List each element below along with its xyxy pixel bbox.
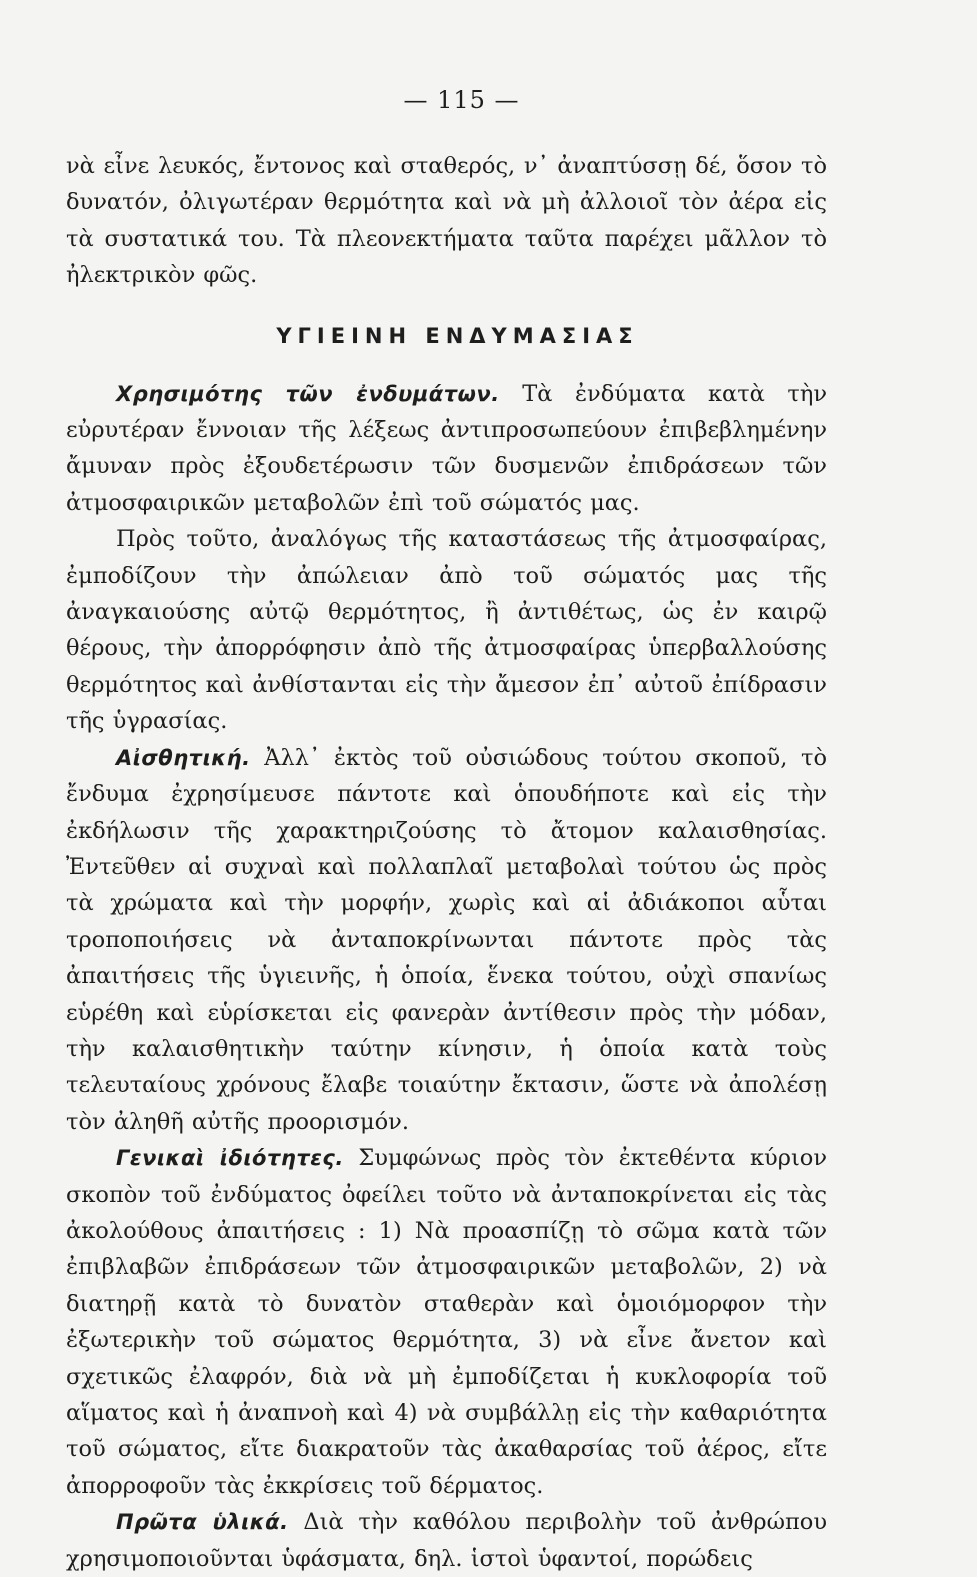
paragraph-usefulness <box>66 376 827 522</box>
paragraph-body: Πρὸς τοῦτο, ἀναλόγως τῆς καταστάσεως τῆς ἀτμοσφαίρας, ἐμποδίζουν τὴν ἀπώλειαν ἀπὸ τοῦ σώματός μας τῆς ἀναγκαιούσης αὐτῷ θερμότητος, ἢ ἀντιθέτως, ὡς ἐν καιρῷ θέρους, τὴν ἀπορρόφησιν ἀπὸ τῆς ἀτμοσφαίρας ὑπερβαλλούσης θερμότητος καὶ ἀνθίστανται εἰς τὴν ἄμεσον ἐπ᾽ αὐτοῦ ἐπίδρασιν τῆς ὑγρασίας. <box>66 526 827 735</box>
intro-paragraph: νὰ εἶνε λευκός, ἔντονος καὶ σταθερός, ν᾽ ἀναπτύσσῃ δέ, ὅσον τὸ δυνατόν, ὀλιγωτέραν θερμότητα καὶ νὰ μὴ ἀλλοιοῖ τὸν ἀέρα εἰς τὰ συστατικά του. Τὰ πλεονεκτήματα ταῦτα παρέχει μᾶλλον τὸ ἠλεκτρικὸν φῶς. <box>66 153 827 289</box>
paragraph-aesthetics <box>66 740 827 1140</box>
paragraph-raw-materials <box>66 1504 827 1577</box>
paragraph-body: Διὰ τὴν καθόλου περιβολὴν τοῦ ἀνθρώπου χρησιμοποιοῦνται ὑφάσματα, δηλ. ἱστοὶ ὑφαντοί, πορώδεις <box>66 1509 827 1572</box>
run-in-heading: Αἰσθητική. <box>116 745 251 770</box>
run-in-heading: Γενικαὶ ἰδιότητες. <box>116 1146 344 1171</box>
paragraph-body: Ἀλλ᾽ ἐκτὸς τοῦ οὐσιώδους τούτου σκοποῦ, τὸ ἔνδυμα ἐχρησίμευσε πάντοτε καὶ ὁπουδήποτε καὶ εἰς τὴν ἐκδήλωσιν τῆς χαρακτηριζούσης τὸ ἄτομον καλαισθησίας. Ἐντεῦθεν αἱ συχναὶ καὶ πολλαπλαῖ μεταβολαὶ τούτου ὡς πρὸς τὰ χρώματα καὶ τὴν μορφήν, χωρὶς καὶ αἱ ἀδιάκοποι αὗται τροποποιήσεις νὰ ἀνταποκρίνωνται πάντοτε πρὸς τὰς ἀπαιτήσεις τῆς ὑγιεινῆς, ἡ ὁποία, ἕνεκα τούτου, οὐχὶ σπανίως εὑρέθη καὶ εὑρίσκεται εἰς φανερὰν ἀντίθεσιν πρὸς τὴν μόδαν, τὴν καλαισθητικὴν ταύτην κίνησιν, ἡ ὁποία κατὰ τοὺς τελευταίους χρόνους ἔλαβε τοιαύτην ἔκτασιν, ὥστε νὰ ἀπολέσῃ τὸν ἀληθῆ αὐτῆς προορισμόν. <box>66 744 827 1135</box>
paragraph-body: Τὰ ἐνδύματα κατὰ τὴν εὐρυτέραν ἔννοιαν τῆς λέξεως ἀντιπροσωπεύουν ἐπιβεβλημένην ἄμυναν πρὸς ἐξουδετέρωσιν τῶν δυσμενῶν ἐπιδράσεων τῶν ἀτμοσφαιρικῶν μεταβολῶν ἐπὶ τοῦ σώματός μας. <box>66 380 828 516</box>
paragraph-body: Συμφώνως πρὸς τὸν ἐκτεθέντα κύριον σκοπὸν τοῦ ἐνδύματος ὀφείλει τοῦτο νὰ ἀνταποκρίνεται εἰς τὰς ἀκολούθους ἀπαιτήσεις : 1) Νὰ προασπίζῃ τὸ σῶμα κατὰ τῶν ἐπιβλαβῶν ἐπιδράσεων τῶν ἀτμοσφαιρικῶν μεταβολῶν, 2) νὰ διατηρῇ κατὰ τὸ δυνατὸν σταθερὰν καὶ ὁμοιόμορφον τὴν ἐξωτερικὴν τοῦ σώματος θερμότητα, 3) νὰ εἶνε ἄνετον καὶ σχετικῶς ἐλαφρόν, διὰ νὰ μὴ ἐμποδίζεται ἡ κυκλοφορία τοῦ αἵματος καὶ ἡ ἀναπνοὴ καὶ 4) νὰ συμβάλλῃ εἰς τὴν καθαριότητα τοῦ σώματος, εἴτε διακρατοῦν τὰς ἀκαθαρσίας τοῦ ἀέρος, εἴτε ἀπορροφοῦν τὰς ἐκκρίσεις τοῦ δέρματος. <box>66 1145 827 1499</box>
page-number: — 115 — <box>403 86 520 114</box>
section-title: ΥΓΙΕΙΝΗ ΕΝΔΥΜΑΣΙΑΣ <box>276 323 639 348</box>
paragraph-general-properties <box>66 1140 827 1504</box>
paragraph-function <box>66 521 827 739</box>
run-in-heading: Χρησιμότης τῶν ἐνδυμάτων. <box>116 381 500 406</box>
run-in-heading: Πρῶτα ὑλικά. <box>116 1510 289 1535</box>
